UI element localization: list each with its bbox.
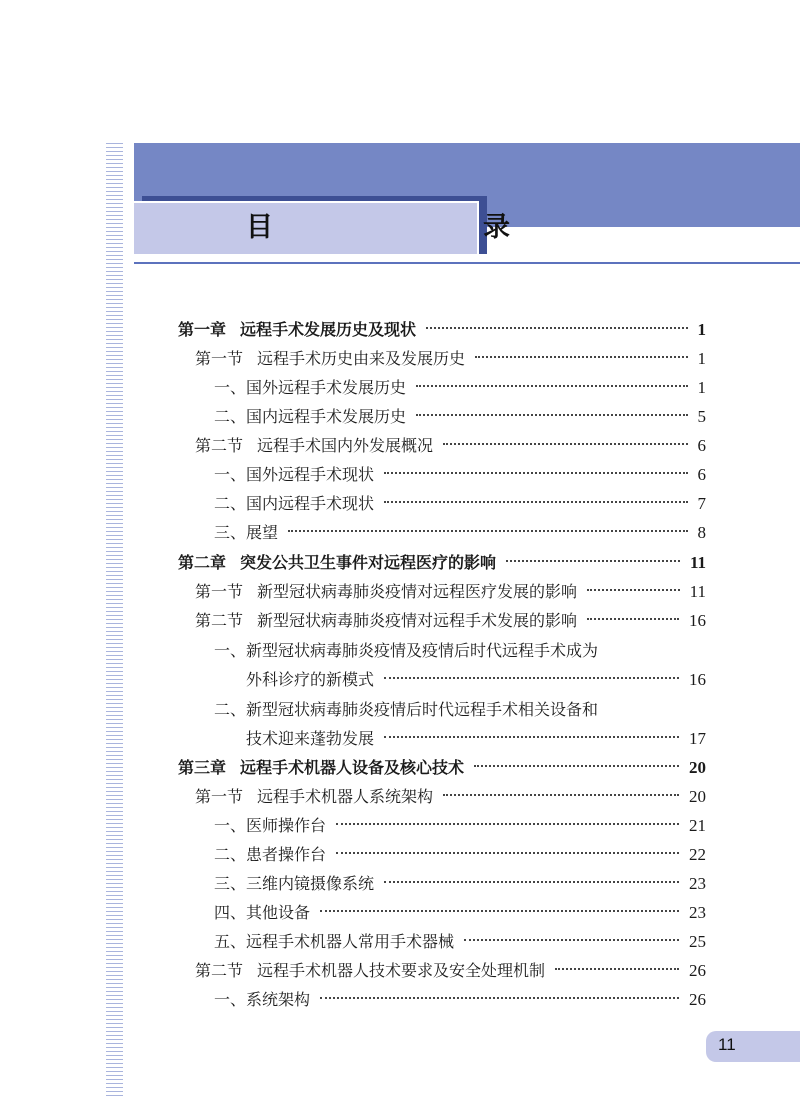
toc-item[interactable]: 一、新型冠状病毒肺炎疫情及疫情后时代远程手术成为 [214,641,599,660]
toc-item[interactable]: 三、 三维内镜摄像系统 23 [214,874,706,893]
leader-dots [506,560,680,562]
leader-dots [288,530,687,532]
toc-item[interactable]: 二、 国内远程手术发展历史 5 [214,407,706,426]
toc-chapter[interactable]: 第三章 远程手术机器人设备及核心技术 20 [178,758,706,777]
toc-item[interactable]: 二、 患者操作台 22 [214,845,706,864]
toc-item[interactable]: 三、 展望 8 [214,523,706,542]
leader-dots [336,823,679,825]
page-number-tab [706,1031,800,1062]
toc-item[interactable]: 二、 国内远程手术现状 7 [214,494,706,513]
toc-section[interactable]: 第一节 新型冠状病毒肺炎疫情对远程医疗发展的影响 11 [195,582,706,601]
toc-item[interactable]: 一、 系统架构 26 [214,990,706,1009]
toc-section[interactable]: 第二节 远程手术国内外发展概况 6 [195,436,706,455]
toc-section[interactable]: 第一节 远程手术历史由来及发展历史 1 [195,349,706,368]
toc-section[interactable]: 第二节 远程手术机器人技术要求及安全处理机制 26 [195,961,706,980]
leader-dots [416,385,687,387]
header-rule [134,262,800,264]
leader-dots [320,910,679,912]
toc-item[interactable]: 一、 国外远程手术现状 6 [214,465,706,484]
toc-chapter[interactable]: 第二章 突发公共卫生事件对远程医疗的影响 11 [178,553,706,572]
page-number: 11 [718,1035,736,1054]
toc-item-continuation[interactable]: 外科诊疗的新模式 16 [246,670,706,689]
toc-chapter[interactable]: 第一章 远程手术发展历史及现状 1 [178,320,706,339]
leader-dots [555,968,679,970]
leader-dots [464,939,679,941]
toc-item[interactable]: 四、 其他设备 23 [214,903,706,922]
leader-dots [475,356,687,358]
leader-dots [336,852,679,854]
toc-item[interactable]: 一、 医师操作台 21 [214,816,706,835]
toc-section[interactable]: 第二节 新型冠状病毒肺炎疫情对远程手术发展的影响 16 [195,611,706,630]
leader-dots [384,881,679,883]
leader-dots [474,765,679,767]
page-title: 目 录 [246,212,562,243]
toc-item[interactable]: 二、新型冠状病毒肺炎疫情后时代远程手术相关设备和 [214,700,599,719]
leader-dots [384,501,687,503]
leader-dots [443,443,687,445]
leader-dots [384,677,679,679]
leader-dots [587,589,680,591]
toc-section[interactable]: 第一节 远程手术机器人系统架构 20 [195,787,706,806]
leader-dots [320,997,679,999]
leader-dots [416,414,687,416]
leader-dots [587,618,679,620]
leader-dots [443,794,679,796]
leader-dots [384,736,679,738]
side-stripe-decoration [106,143,123,1097]
leader-dots [426,327,687,329]
toc-item[interactable]: 一、 国外远程手术发展历史 1 [214,378,706,397]
leader-dots [384,472,687,474]
toc-item[interactable]: 五、 远程手术机器人常用手术器械 25 [214,932,706,951]
toc-item-continuation[interactable]: 技术迎来蓬勃发展 17 [246,729,706,748]
